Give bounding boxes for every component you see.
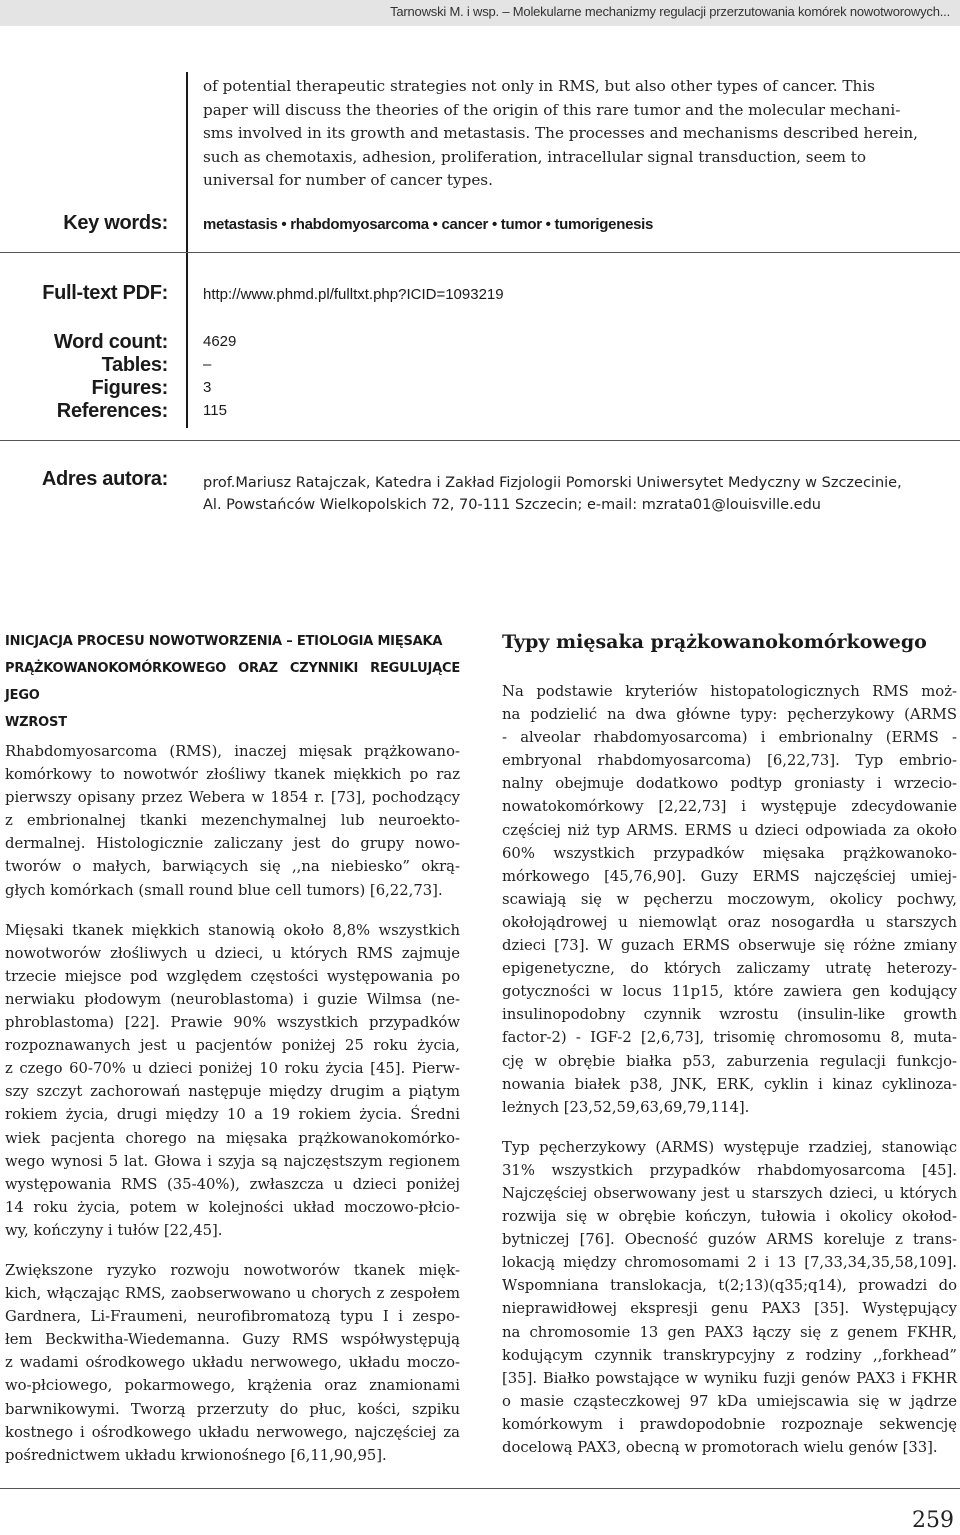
abstract-line: paper will discuss the theories of the origin of this rare tumor and the molecular mechani-	[203, 100, 901, 119]
text-line: dzieci [73]. W guzach ERMS obserwuje się różne zmiany	[502, 937, 957, 955]
text-line: łem Beckwitha-Wiedemanna. Guzy RMS współwystępują	[5, 1331, 460, 1349]
text-line: rozpoznawanych jest u pacjentów poniżej 25 roku życia,	[5, 1037, 460, 1055]
text-line: nowotworów złośliwych u dzieci, u których RMS zajmuje	[5, 944, 460, 962]
text-line: pośrednictwem układu krwionośnego [6,11,90,95].	[5, 1446, 387, 1464]
abstract-line: of potential therapeutic strategies not only in RMS, but also other types of cancer. This	[203, 77, 875, 95]
text-line: nowatokomórkowy [2,22,73] i występuje zdecydowanie	[502, 798, 957, 816]
text-line: z embrionalnej tkanki mezenchymalnej lub neuroekto-	[5, 812, 460, 830]
text-line: wo-płciowego, pokarmowego, krążenia oraz znamionami	[5, 1377, 460, 1395]
text-line: trzecie miejsce pod względem częstości występowania po	[5, 967, 460, 985]
paragraph	[5, 919, 460, 1242]
text-line: komórkowym i prawdopodobnie rozpoznaje sekwencję	[502, 1415, 957, 1433]
tables-label: Tables:	[101, 354, 168, 376]
author-address	[203, 473, 958, 516]
divider	[0, 252, 960, 253]
running-head-bar	[0, 0, 960, 26]
text-line: mórkowego [45,76,90]. Guzy ERMS najczęściej umiej-	[502, 867, 957, 885]
address-label: Adres autora:	[41, 468, 168, 490]
page-number: 259	[912, 1508, 954, 1533]
text-line: barwnikowymi. Tworzą przerzuty do płuc, kości, szpiku	[5, 1400, 460, 1418]
paragraph	[502, 680, 957, 1119]
text-line: wy, kończyny i tułów [22,45].	[5, 1221, 223, 1239]
text-line: docelową PAX3, obecną w promotorach wielu genów [33].	[502, 1439, 938, 1456]
text-line: lokacją między chromosomami 2 i 13 [7,33,34,35,58,109].	[502, 1254, 957, 1272]
text-line: 14 roku życia, potem w kolejności układ moczowo-płcio-	[5, 1198, 460, 1216]
text-line: 31% wszystkich przypadków rhabdomyosarcoma [45].	[502, 1161, 957, 1179]
references-value: 115	[203, 402, 227, 419]
text-line: [35]. Białko powstające w wyniku fuzji genów PAX3 i FKHR	[502, 1369, 957, 1387]
paragraph	[5, 740, 460, 902]
paragraph	[502, 1136, 957, 1459]
text-line: nieprawidłowej ekspresji genu PAX3 [35]. Występujący	[502, 1300, 957, 1318]
text-line: dermalnej. Histologicznie zaliczany jest do grupy nowo-	[5, 835, 460, 853]
text-line: o masie cząsteczkowej 97 kDa umiejscawia się w jądrze	[502, 1392, 957, 1410]
right-column	[502, 628, 957, 1459]
paragraph	[5, 1259, 460, 1467]
abstract-line: universal for number of cancer types.	[203, 171, 493, 189]
text-line: Wspomniana translokacja, t(2;13)(q35;q14), prowadzi do	[502, 1277, 957, 1295]
text-line: Najczęściej obserwowany jest u starszych dzieci, u których	[502, 1184, 957, 1202]
paragraph-gap	[502, 1119, 957, 1136]
text-line: komórkowy to nowotwór złośliwy tkanek miękkich po raz	[5, 766, 460, 784]
text-line: na chromosomie 13 gen PAX3 łączy się z genem FKHR,	[502, 1323, 957, 1341]
word-count-label: Word count:	[53, 331, 168, 353]
keywords-label: Key words:	[63, 212, 168, 234]
references-label: References:	[56, 400, 168, 422]
text-line: Typ pęcherzykowy (ARMS) występuje rzadziej, stanowiąc	[502, 1138, 957, 1156]
word-count-value: 4629	[203, 333, 237, 350]
text-line: częściej niż typ ARMS. ERMS u dzieci odpowiada za około	[502, 821, 957, 839]
text-line: nalny obejmuje dodatkowo podtyp groniasty i wrzecio-	[502, 775, 957, 793]
text-line: - alveolar rhabdomyosarcoma) i embrionalny (ERMS -	[502, 729, 957, 747]
text-line: kostnego i ośrodkowego układu nerwowego, najczęściej za	[5, 1423, 460, 1441]
text-line: nerwiaku płodowym (neuroblastoma) i guzie Wilmsa (ne-	[5, 990, 460, 1008]
text-line: Na podstawie kryteriów histopatologicznych RMS moż-	[502, 683, 957, 700]
keywords: metastasis • rhabdomyosarcoma • cancer • tumor • tumorigenesis	[203, 216, 654, 233]
text-line: 60% wszystkich przypadków mięsaka prążkowanoko-	[502, 844, 957, 862]
text-line: leżnych [23,52,59,63,69,79,114].	[502, 1098, 750, 1116]
text-line: rozwija się w obrębie kończyn, tułowia i okolicy okołod-	[502, 1208, 957, 1226]
abstract-line: sms involved in its growth and metastasis. The processes and mechanisms described herein,	[203, 124, 919, 142]
text-line: występowania RMS (35-40%), zwłaszcza u dzieci poniżej	[5, 1175, 460, 1193]
text-line: phroblastoma) [22]. Prawie 90% wszystkich przypadków	[5, 1014, 460, 1032]
text-line: kich, włączając RMS, zaobserwowano u chorych z zespołem	[5, 1285, 460, 1303]
left-paragraphs	[5, 740, 460, 1467]
text-line: nowania białek p38, JNK, ERK, cyklin i kinaz cyklinoza-	[502, 1075, 957, 1093]
text-line: na podzielić na dwa główne typy: pęcherzykowy (ARMS	[502, 706, 957, 724]
address-line: Al. Powstańców Wielkopolskich 72, 70-111 Szczecin; e-mail: mzrata01@louisville.edu	[203, 496, 821, 513]
text-line: głych komórkach (small round blue cell tumors) [6,22,73].	[5, 881, 443, 899]
text-line: rokiem życia, drugi między 10 a 19 rokiem życia. Średni	[5, 1106, 460, 1124]
text-line: scawiają się w pęcherzu moczowym, okolicy pochwy,	[502, 890, 957, 908]
section-heading-line: PRĄŻKOWANOKOMÓRKOWEGO ORAZ CZYNNIKI REGULUJĄCE JEGO	[5, 661, 460, 703]
footer-rule	[0, 1488, 960, 1489]
text-line: pierwszy opisany przez Webera w 1854 r. [73], pochodzący	[5, 789, 460, 807]
paragraph-gap	[5, 902, 460, 919]
text-line: z czego 60-70% u dzieci poniżej 10 roku życia [45]. Pierw-	[5, 1060, 460, 1078]
text-line: epigenetyczne, do których zaliczamy utratę heterozy-	[502, 960, 957, 978]
text-line: tworów o małych, barwiących się ,,na niebiesko” okrą-	[5, 858, 460, 876]
text-line: szy szczyt zachorowań następuje między drugim a piątym	[5, 1083, 460, 1101]
abstract-continuation	[203, 75, 953, 193]
text-line: embryonal rhabdomyosarcoma) [6,22,73]. Typ embrio-	[502, 752, 957, 770]
text-line: Zwiększone ryzyko rozwoju nowotworów tkanek mięk-	[5, 1261, 460, 1279]
text-line: bytniczej [76]. Obecność guzów ARMS koreluje z trans-	[502, 1231, 957, 1249]
text-line: Rhabdomyosarcoma (RMS), inaczej mięsak prążkowano-	[5, 743, 460, 760]
fulltext-label: Full-text PDF:	[42, 282, 168, 304]
right-paragraphs	[502, 680, 957, 1459]
text-line: wego wynosi 5 lat. Głowa i szyja są najczęstszym regionem	[5, 1152, 460, 1170]
text-line: factor-2) - IGF-2 [2,6,73], trisomię chromosomu 8, muta-	[502, 1029, 957, 1047]
abstract-line: such as chemotaxis, adhesion, proliferation, intracellular signal transduction, seem to	[203, 147, 867, 166]
text-line: Gardnera, Li-Fraumeni, neurofibromatozą typu I i zespo-	[5, 1308, 460, 1326]
text-line: kodującym czynnik transkrypcyjny z rodziny ,,forkhead”	[502, 1346, 957, 1364]
left-column	[5, 628, 460, 1467]
figures-value: 3	[203, 379, 212, 396]
address-line: prof.Mariusz Ratajczak, Katedra i Zakład Fizjologii Pomorski Uniwersytet Medyczny w Szczecinie,	[203, 475, 902, 491]
tables-value: –	[203, 356, 212, 373]
text-line: Mięsaki tkanek miękkich stanowią około 8,8% wszystkich	[5, 921, 460, 939]
section-heading	[5, 628, 460, 740]
paragraph-gap	[5, 1242, 460, 1259]
figures-label: Figures:	[91, 377, 168, 399]
section-heading-line: WZROST	[5, 715, 67, 730]
text-line: insulinopodobny czynnik wzrostu (insulin-like growth	[502, 1006, 957, 1024]
text-line: z wadami ośrodkowego układu nerwowego, układu moczo-	[5, 1354, 460, 1372]
divider	[0, 440, 960, 441]
fulltext-link[interactable]: http://www.phmd.pl/fulltxt.php?ICID=1093219	[203, 286, 504, 303]
text-line: cję w obrębie białka p53, zaburzenia regulacji funkcjo-	[502, 1052, 957, 1070]
section-heading-line: INICJACJA PROCESU NOWOTWORZENIA – ETIOLOGIA MIĘSAKA	[5, 634, 443, 649]
text-line: okołojądrowej u niemowląt oraz nosogardła u starszych	[502, 913, 957, 931]
text-line: wiek pacjenta chorego na mięsaka prążkowanokomórko-	[5, 1129, 460, 1147]
text-line: gotyczności w locus 11p15, które zawiera gen kodujący	[502, 983, 957, 1001]
section-heading: Typy mięsaka prążkowanokomórkowego	[502, 631, 927, 653]
vertical-rule	[186, 72, 188, 428]
running-head: Tarnowski M. i wsp. – Molekularne mechanizmy regulacji przerzutowania komórek nowotworowych...	[390, 4, 950, 19]
